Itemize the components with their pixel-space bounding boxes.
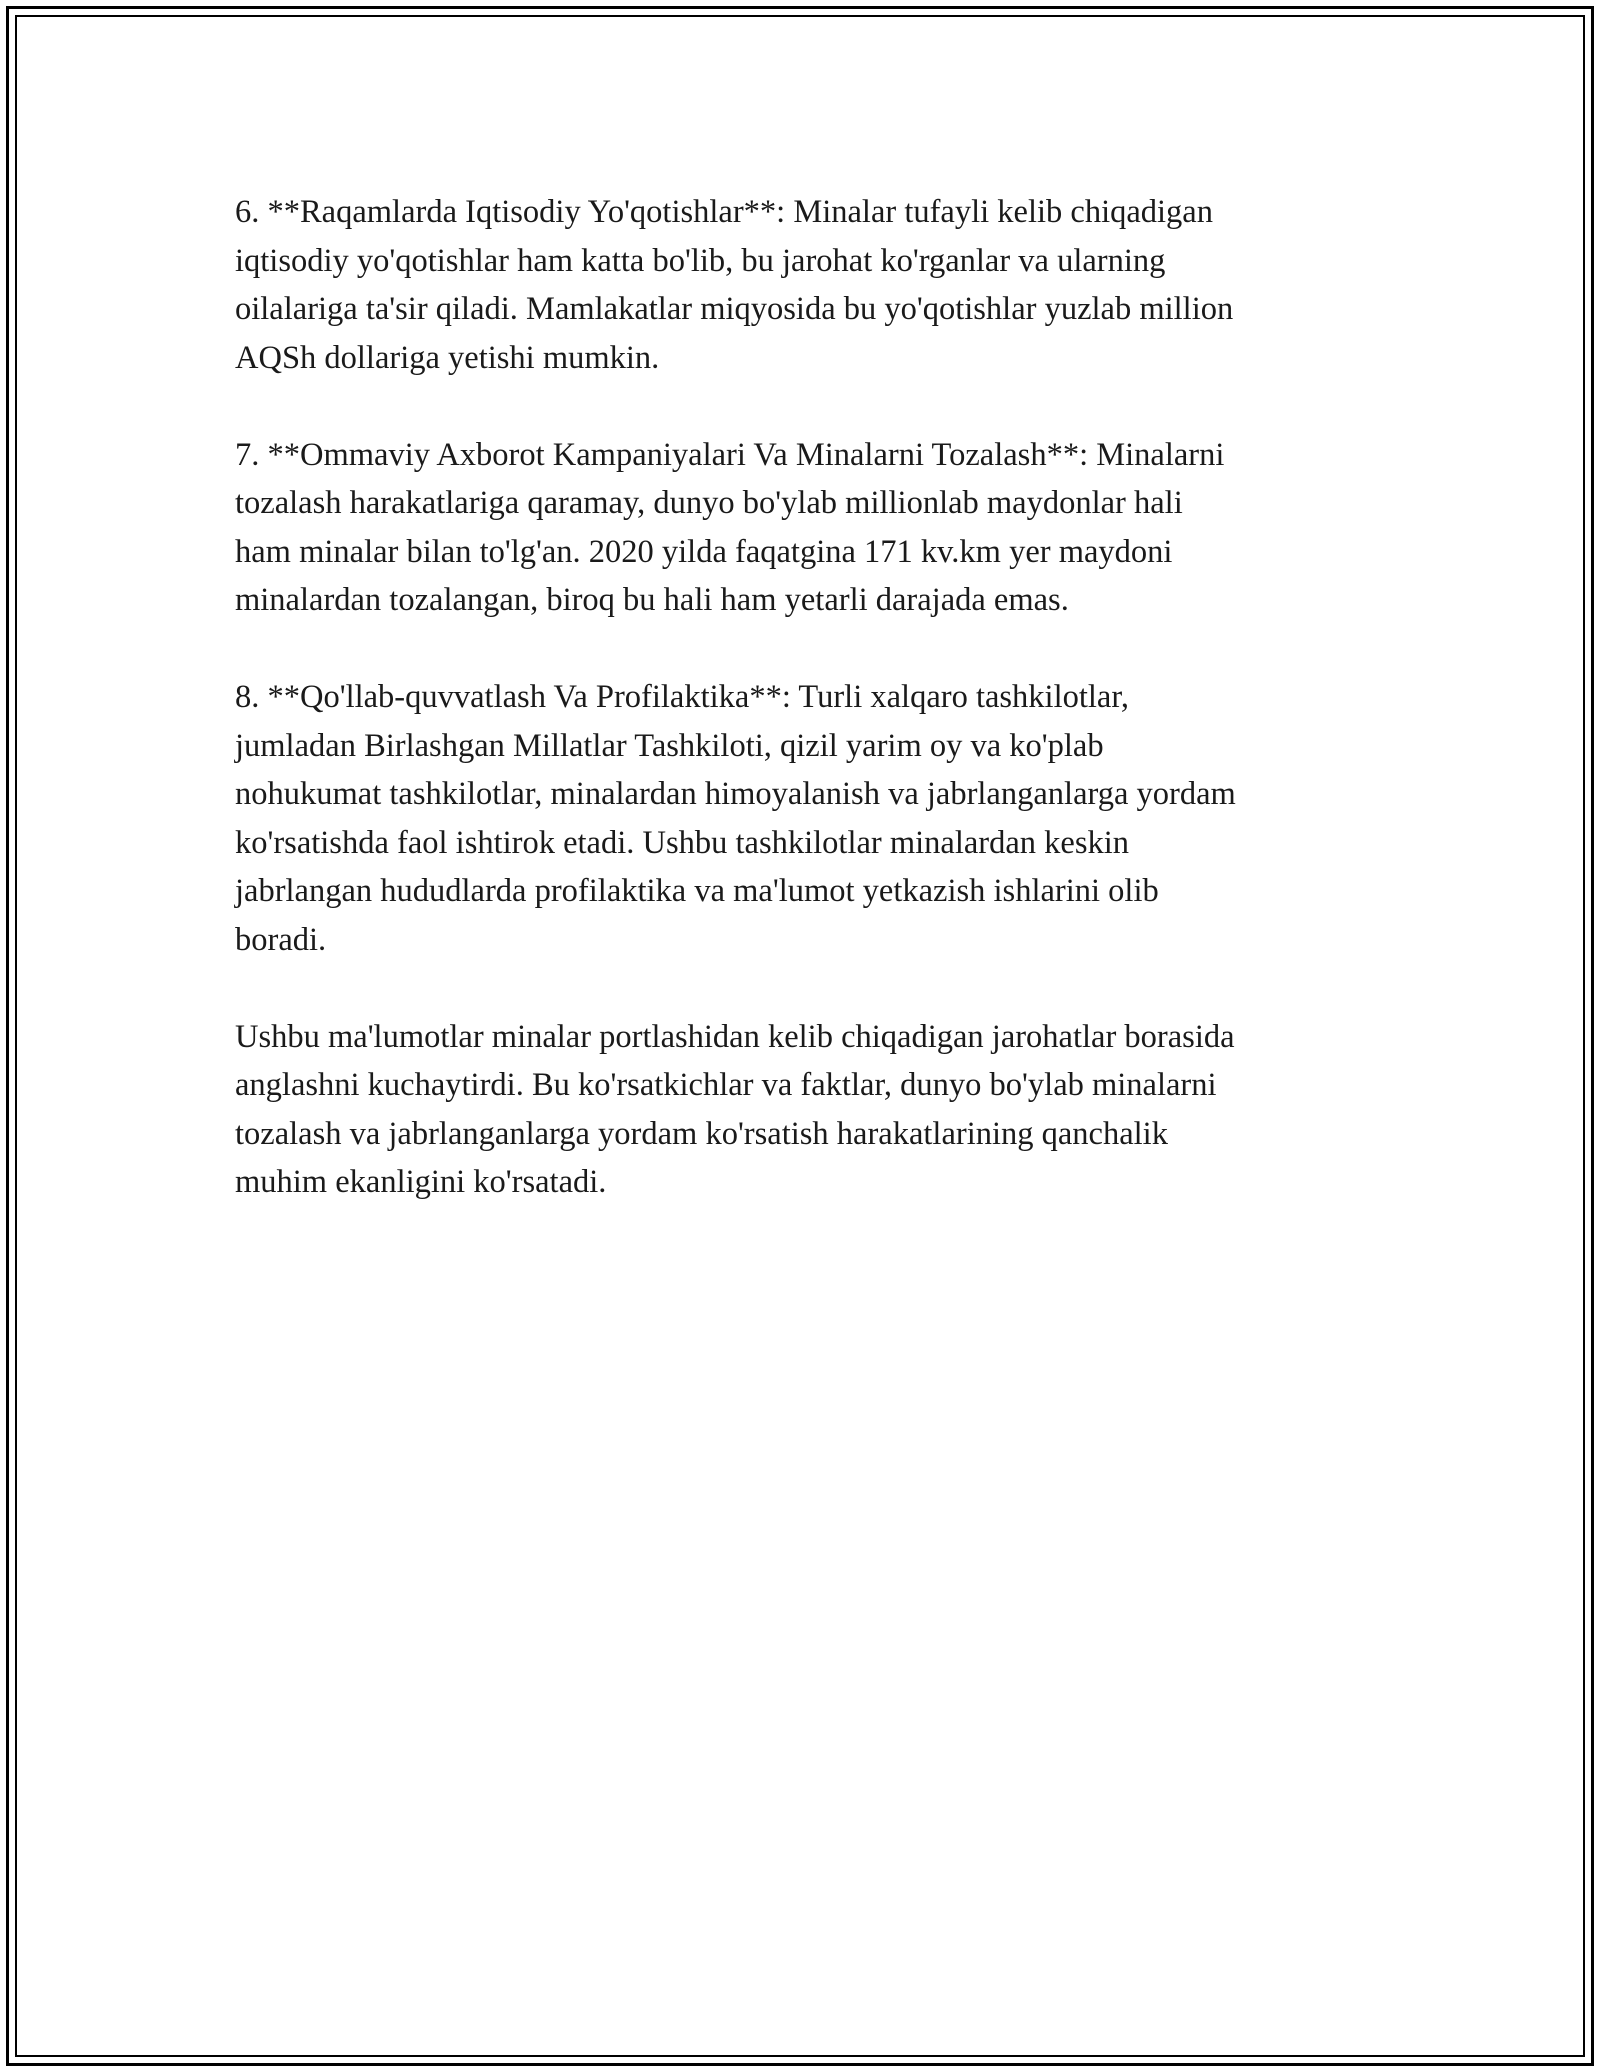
paragraph-economic-losses: 6. **Raqamlarda Iqtisodiy Yo'qotishlar**: Minalar tufayli kelib chiqadigan iqtisodiy yo'qotishlar ham katta bo'lib, bu jarohat ko'rganlar va ularning oilalariga ta'sir qiladi. Mamlakatlar miqyosida bu yo'qotishlar yuzlab million AQSh dollariga yetishi mumkin. xyxy=(235,194,1234,376)
paragraph-demining-campaigns: 7. **Ommaviy Axborot Kampaniyalari Va Minalarni Tozalash**: Minalarni tozalash harakatlariga qaramay, dunyo bo'ylab millionlab maydonlar hali ham minalar bilan to'lg'an. 2020 yilda faqatgina 171 kv.km yer maydoni minalardan tozalangan, biroq bu hali ham yetarli darajada emas. xyxy=(235,436,1225,618)
paragraph-conclusion: Ushbu ma'lumotlar minalar portlashidan kelib chiqadigan jarohatlar borasida anglashni kuchaytirdi. Bu ko'rsatkichlar va faktlar, dunyo bo'ylab minalarni tozalash va jabrlanganlarga yordam ko'rsatish harakatlarining qanchalik muhim ekanligini ko'rsatadi. xyxy=(235,1018,1235,1200)
document-body xyxy=(235,188,1400,1255)
paragraph-support-prevention: 8. **Qo'llab-quvvatlash Va Profilaktika**: Turli xalqaro tashkilotlar, jumladan Birlashgan Millatlar Tashkiloti, qizil yarim oy va ko'plab nohukumat tashkilotlar, minalardan himoyalanish va jabrlanganlarga yordam ko'rsatishda faol ishtirok etadi. Ushbu tashkilotlar minalardan keskin jabrlangan hududlarda profilaktika va ma'lumot yetkazish ishlarini olib boradi. xyxy=(235,679,1236,958)
